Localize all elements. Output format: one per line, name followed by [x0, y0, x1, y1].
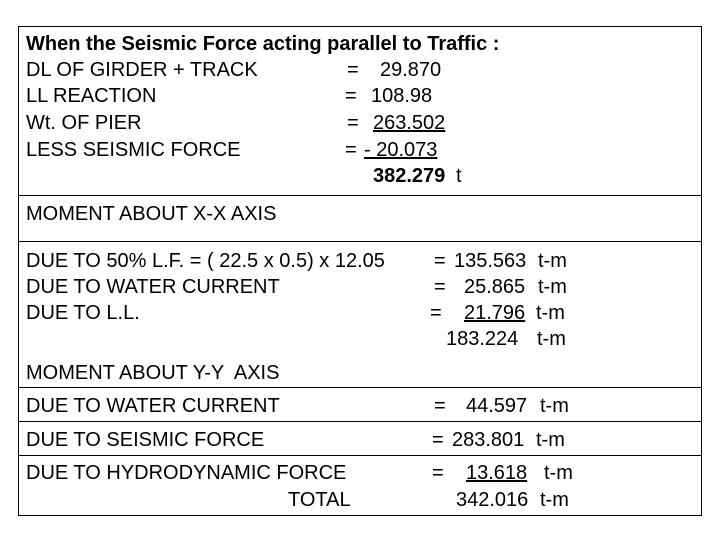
row-label: DUE TO 50% L.F. = ( 22.5 x 0.5) x 12.05: [26, 250, 385, 272]
equals-sign: =: [430, 302, 442, 324]
row-value: - 20.073: [364, 139, 438, 161]
row-label: DUE TO SEISMIC FORCE: [26, 429, 265, 451]
moment-yy-heading: MOMENT ABOUT Y-Y AXIS: [26, 362, 280, 384]
equals-sign: =: [432, 429, 444, 451]
divider-line: [18, 241, 702, 242]
equals-sign: =: [347, 59, 359, 81]
row-unit: t-m: [540, 395, 569, 417]
row-label: DUE TO HYDRODYNAMIC FORCE: [26, 462, 347, 484]
row-label: Wt. OF PIER: [26, 112, 142, 134]
equals-sign: =: [345, 139, 357, 161]
row-value: 263.502: [373, 112, 446, 134]
seismic-heading: When the Seismic Force acting parallel to Traffic :: [26, 33, 500, 55]
divider-line: [18, 421, 702, 422]
equals-sign: =: [345, 85, 357, 107]
row-label: DL OF GIRDER + TRACK: [26, 59, 258, 81]
row-label: DUE TO WATER CURRENT: [26, 395, 280, 417]
row-value: 13.618: [466, 462, 528, 484]
total-unit: t-m: [537, 328, 566, 350]
divider-line: [18, 195, 702, 196]
total-value: 382.279: [373, 165, 446, 187]
divider-line: [18, 387, 702, 388]
row-value: 135.563: [454, 250, 527, 272]
equals-sign: =: [434, 395, 446, 417]
row-value: 29.870: [380, 59, 442, 81]
total-label: TOTAL: [288, 489, 351, 511]
moment-xx-heading: MOMENT ABOUT X-X AXIS: [26, 203, 277, 225]
row-label: LESS SEISMIC FORCE: [26, 139, 241, 161]
row-unit: t-m: [536, 302, 565, 324]
total-unit: t: [456, 165, 462, 187]
total-value: 183.224: [446, 328, 519, 350]
equals-sign: =: [347, 112, 359, 134]
row-label: LL REACTION: [26, 85, 157, 107]
equals-sign: =: [434, 250, 446, 272]
equals-sign: =: [434, 276, 446, 298]
equals-sign: =: [432, 462, 444, 484]
row-unit: t-m: [536, 429, 565, 451]
row-unit: t-m: [538, 276, 567, 298]
row-value: 283.801: [452, 429, 525, 451]
row-label: DUE TO L.L.: [26, 302, 140, 324]
row-unit: t-m: [538, 250, 567, 272]
row-value: 44.597: [466, 395, 528, 417]
row-unit: t-m: [544, 462, 573, 484]
row-value: 108.98: [371, 85, 433, 107]
row-value: 21.796: [464, 302, 526, 324]
row-value: 25.865: [464, 276, 526, 298]
row-label: DUE TO WATER CURRENT: [26, 276, 280, 298]
divider-line: [18, 455, 702, 456]
total-value: 342.016: [456, 489, 529, 511]
total-unit: t-m: [540, 489, 569, 511]
